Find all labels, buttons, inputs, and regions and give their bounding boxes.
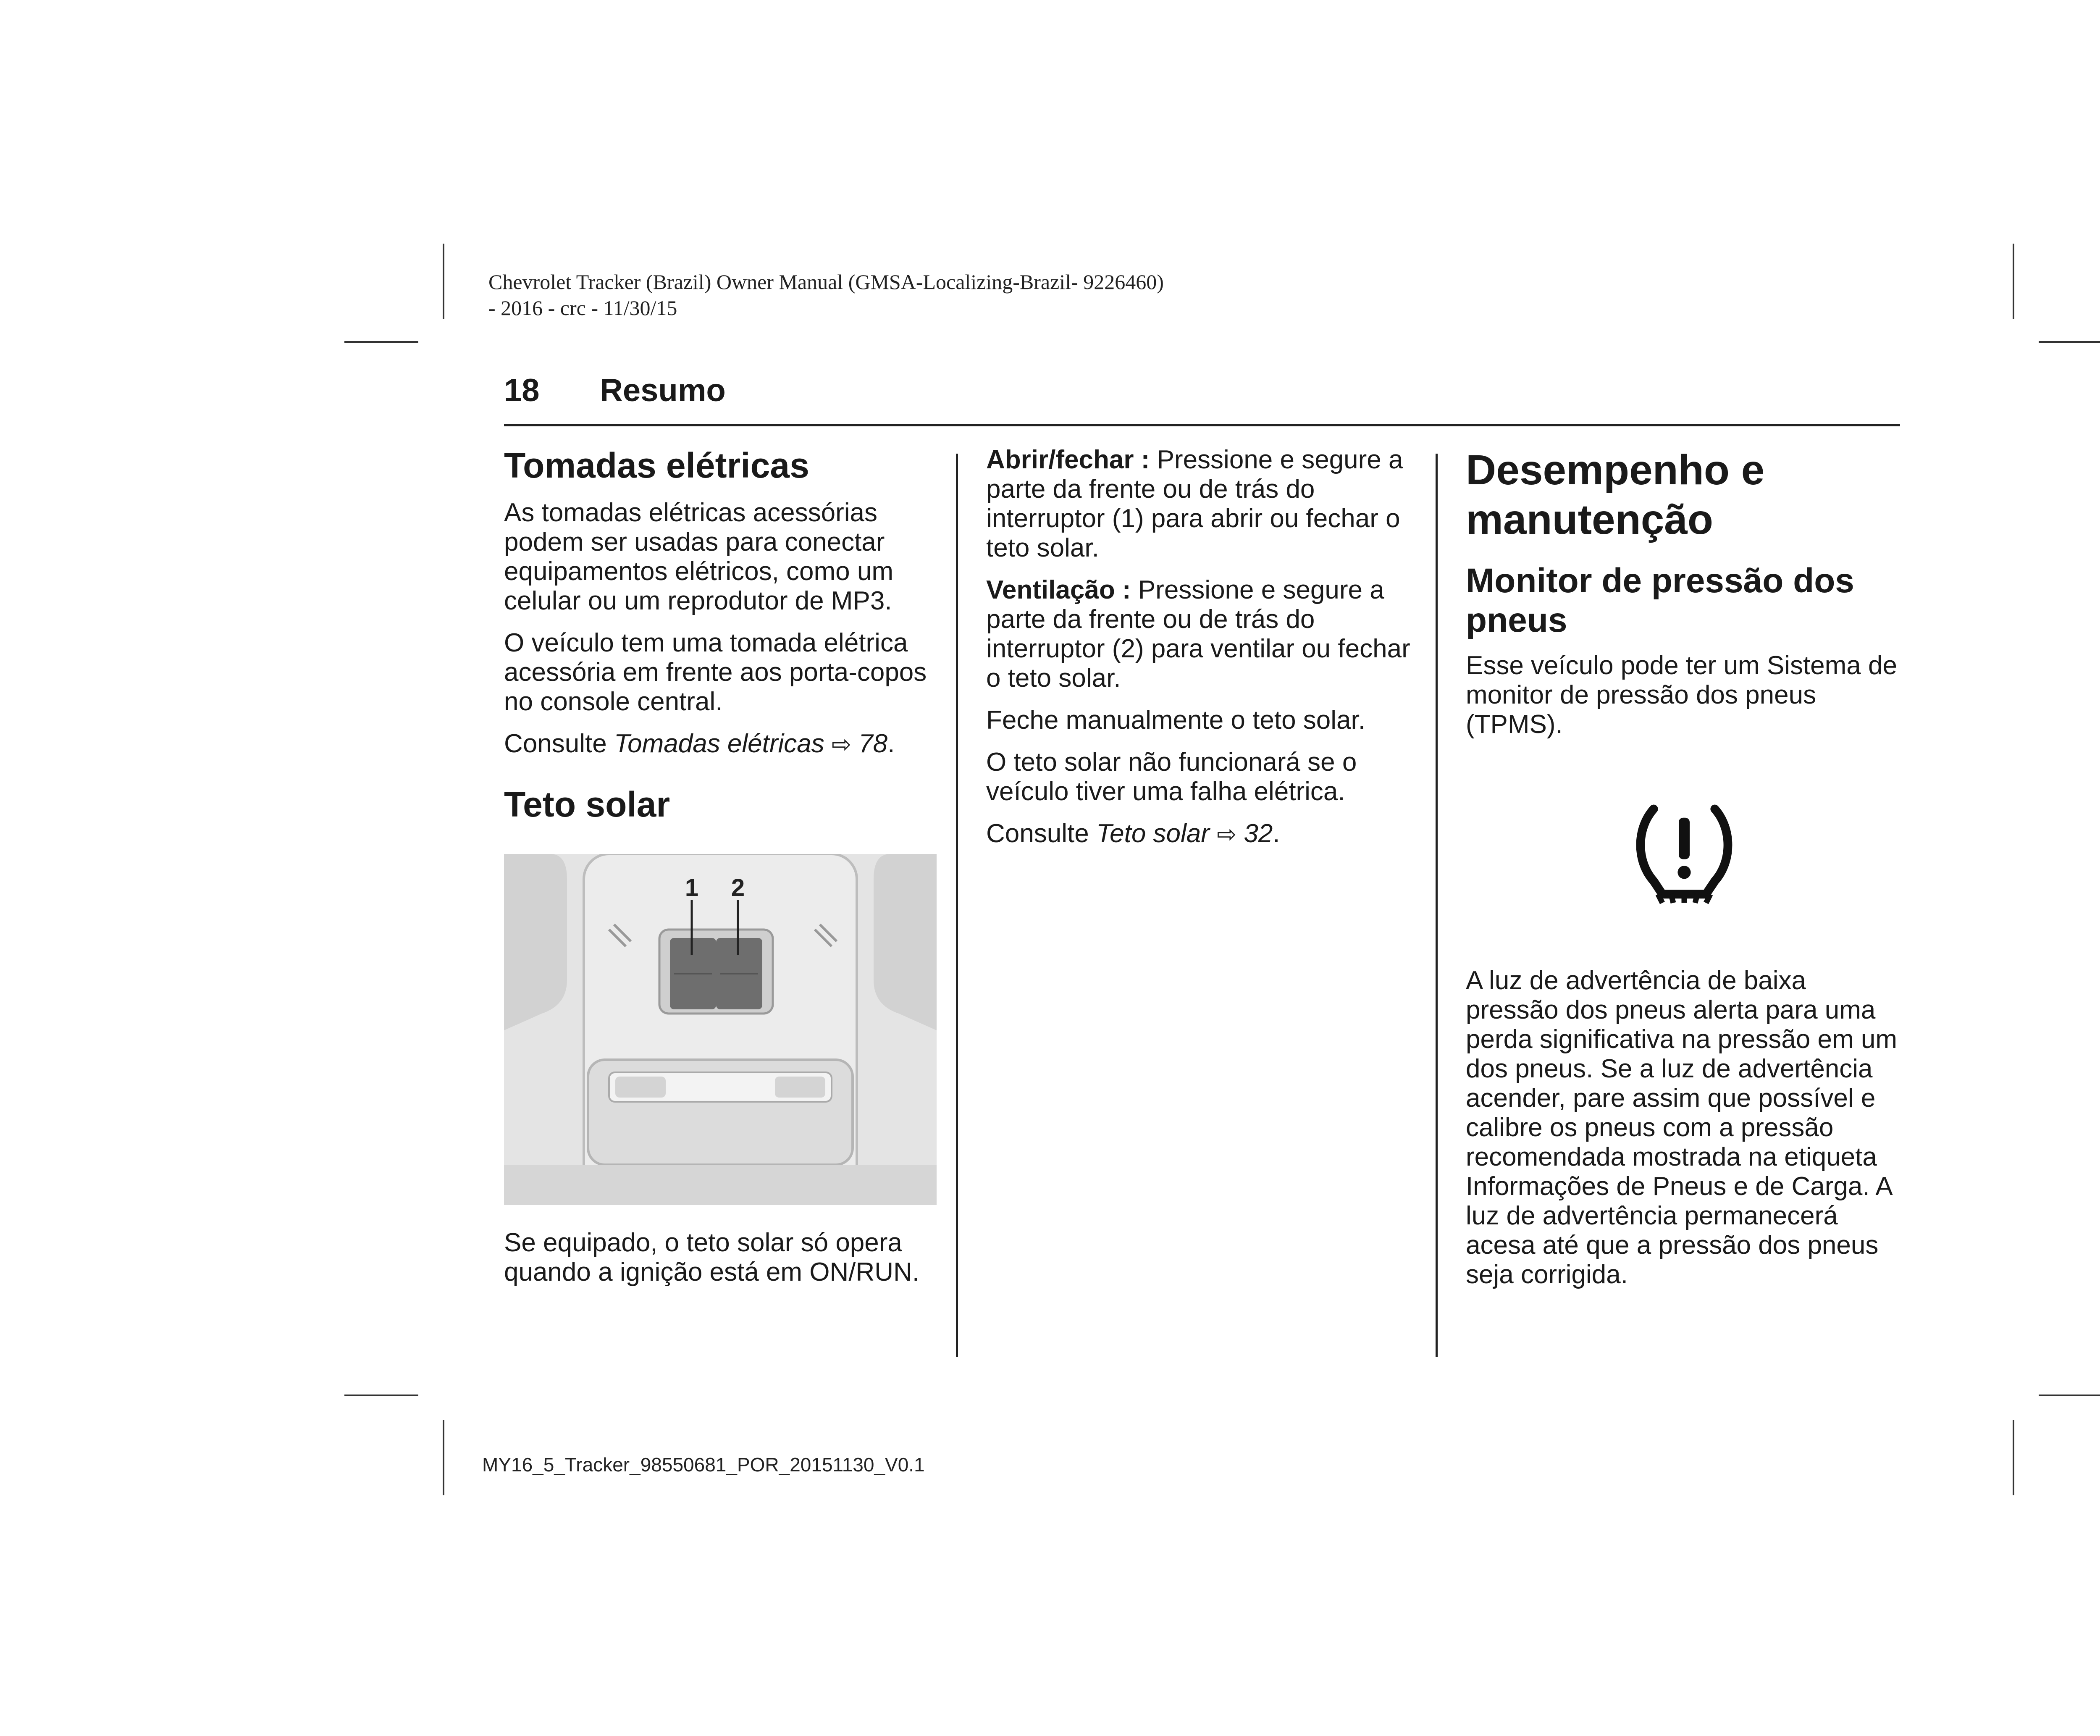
paragraph-ventilacao (986, 575, 1423, 693)
crop-mark (344, 341, 418, 343)
lead-ventilacao: Ventilação : (986, 575, 1131, 604)
page-number: 18 (504, 373, 540, 408)
crop-mark (443, 244, 444, 319)
callout-2: 2 (731, 874, 745, 901)
crop-mark (2013, 244, 2014, 319)
column-right (1466, 445, 1903, 1302)
heading-monitor-pressao: Monitor de pressão dos pneus (1466, 562, 1854, 639)
section-title: Resumo (600, 373, 726, 408)
ref-link-tomadas[interactable]: Tomadas elétricas (614, 729, 824, 758)
paragraph: O teto solar não funcionará se o veículo tiver uma falha elétrica. (986, 748, 1357, 806)
header-rule (504, 424, 1900, 426)
ref-prefix: Consulte (504, 729, 607, 758)
paragraph: A luz de advertência de baixa pressão dos pneus alerta para uma perda significativa na pressão em um dos pneus. Se a luz de advertência acender, pare assim que possível e calibre os pneus com a pressão recomendada mostrada na etiqueta Informações de Pneus e de Carga. A luz de advertência permanecerá acesa até que a pressão dos pneus seja corrigida. (1466, 966, 1897, 1289)
lead-abrir-fechar: Abrir/fechar : (986, 445, 1150, 474)
page-arrow-icon: ⇨ (1217, 821, 1237, 847)
paragraph: As tomadas elétricas acessórias podem ser usadas para conectar equipamentos elétricos, como um celular ou um reprodutor de MP3. (504, 498, 894, 615)
ref-page: 78 (858, 729, 888, 758)
cross-reference: Consulte Tomadas elétricas ⇨ 78. (504, 729, 895, 758)
column-left (504, 445, 941, 1300)
document-code-footer: MY16_5_Tracker_98550681_POR_20151130_V0.1 (482, 1454, 925, 1476)
crop-mark (2013, 1420, 2014, 1495)
callout-1: 1 (685, 874, 699, 901)
text-ventilacao: Pressione e segure a parte da frente ou de trás do interruptor (2) para ventilar ou fechar o teto solar. (986, 575, 1410, 693)
doc-title-line: Chevrolet Tracker (Brazil) Owner Manual (GMSA-Localizing-Brazil- 9226460) (488, 270, 1164, 294)
crop-mark (2039, 1395, 2100, 1396)
paragraph: Feche manualmente o teto solar. (986, 706, 1365, 735)
heading-tomadas: Tomadas elétricas (504, 446, 809, 485)
page-arrow-icon: ⇨ (832, 731, 851, 757)
paragraph: O veículo tem uma tomada elétrica acessória em frente aos porta-copos no console central. (504, 628, 927, 716)
ref-prefix: Consulte (986, 819, 1089, 848)
column-divider (956, 454, 958, 1357)
paragraph: Se equipado, o teto solar só opera quando a ignição está em ON/RUN. (504, 1228, 920, 1287)
ref-link-teto-solar[interactable]: Teto solar (1096, 819, 1210, 848)
column-divider (1436, 454, 1438, 1357)
ref-page: 32 (1244, 819, 1273, 848)
paragraph: Esse veículo pode ter um Sistema de monitor de pressão dos pneus (TPMS). (1466, 651, 1897, 739)
cross-reference: Consulte Teto solar ⇨ 32. (986, 819, 1280, 848)
heading-teto-solar: Teto solar (504, 785, 670, 824)
doc-date-line: - 2016 - crc - 11/30/15 (488, 296, 677, 320)
crop-mark (344, 1395, 418, 1396)
tpms-warning-icon (1630, 798, 1739, 907)
crop-mark (2039, 341, 2100, 343)
heading-desempenho: Desempenho e manutenção (1466, 446, 1765, 543)
text-abrir-fechar: Pressione e segure a parte da frente ou de trás do interruptor (1) para abrir ou fechar o teto solar. (986, 445, 1403, 562)
sunroof-switch-figure (504, 854, 937, 1205)
document-meta-header (488, 269, 1164, 321)
crop-mark (443, 1420, 444, 1495)
paragraph-abrir-fechar (986, 445, 1423, 563)
column-middle (986, 445, 1423, 861)
